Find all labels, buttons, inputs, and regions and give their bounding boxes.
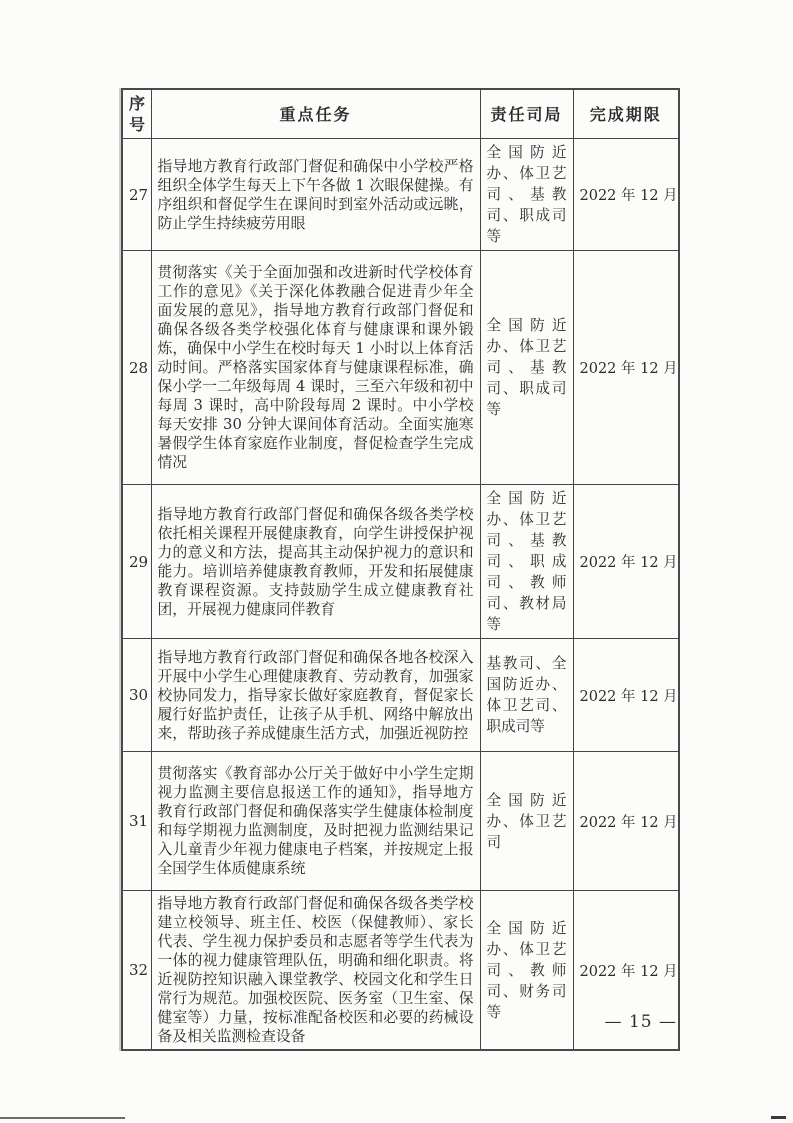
task-table (121, 88, 680, 1051)
row-index-cell: 31 (122, 752, 151, 891)
row-index-cell: 28 (122, 251, 151, 485)
row-index-cell: 30 (122, 639, 151, 752)
department-cell: 全国防近办、体卫艺司、基教司、职成司、教师司、教材局等 (480, 485, 573, 639)
table-row (122, 752, 679, 891)
deadline-cell: 2022 年 12 月 (573, 485, 679, 639)
table-row (122, 639, 679, 752)
deadline-cell: 2022 年 12 月 (573, 251, 679, 485)
header-col-deadline: 完成期限 (573, 89, 679, 139)
header-col-index: 序号 (122, 89, 151, 139)
table-row (122, 251, 679, 485)
task-cell: 指导地方教育行政部门督促和确保各级各类学校依托相关课程开展健康教育，向学生讲授保护视力的意义和方法，提高其主动保护视力的意识和能力。培训培养健康教育教师，开发和拓展健康教育课程资源。支持鼓励学生成立健康教育社团，开展视力健康同伴教育 (151, 485, 480, 639)
department-cell: 全国防近办、体卫艺司、基教司、职成司等 (480, 139, 573, 251)
header-col-department: 责任司局 (480, 89, 573, 139)
department-cell: 全国防近办、体卫艺司、教师司、财务司等 (480, 891, 573, 1051)
department-cell: 全国防近办、体卫艺司 (480, 752, 573, 891)
deadline-cell: 2022 年 12 月 (573, 752, 679, 891)
scan-artifact-line (0, 1117, 125, 1119)
task-cell: 贯彻落实《关于全面加强和改进新时代学校体育工作的意见》《关于深化体教融合促进青少年全面发展的意见》，指导地方教育行政部门督促和确保各级各类学校强化体育与健康课和课外锻炼，确保中小学生在校时每天 1 小时以上体育活动时间。严格落实国家体育与健康课程标准，确保小学一二年级每周 4 课时，三至六年级和初中每周 3 课时，高中阶段每周 2 课时。中小学校每天安排 30 分钟大课间体育活动。全面实施寒暑假学生体育家庭作业制度，督促检查学生完成情况 (151, 251, 480, 485)
header-col-task: 重点任务 (151, 89, 480, 139)
table-row (122, 139, 679, 251)
task-cell: 贯彻落实《教育部办公厅关于做好中小学生定期视力监测主要信息报送工作的通知》，指导地方教育行政部门督促和确保落实学生健康体检制度和每学期视力监测制度，及时把视力监测结果记入儿童青少年视力健康电子档案，并按规定上报全国学生体质健康系统 (151, 752, 480, 891)
row-index-cell: 27 (122, 139, 151, 251)
row-index-cell: 29 (122, 485, 151, 639)
department-cell: 基教司、全国防近办、体卫艺司、职成司等 (480, 639, 573, 752)
table-row (122, 485, 679, 639)
row-index-cell: 32 (122, 891, 151, 1051)
task-cell: 指导地方教育行政部门督促和确保各地各校深入开展中小学生心理健康教育、劳动教育，加强家校协同发力，指导家长做好家庭教育，督促家长履行好监护责任，让孩子从手机、网络中解放出来，帮助孩子养成健康生活方式，加强近视防控 (151, 639, 480, 752)
scan-artifact-mark (771, 1116, 786, 1119)
deadline-cell: 2022 年 12 月 (573, 891, 679, 1051)
deadline-cell: 2022 年 12 月 (573, 139, 679, 251)
table-header-row (122, 89, 679, 139)
page-number: — 15 — (604, 1012, 677, 1032)
table-row (122, 891, 679, 1051)
task-cell: 指导地方教育行政部门督促和确保中小学校严格组织全体学生每天上下午各做 1 次眼保健操。有序组织和督促学生在课间时到室外活动或远眺，防止学生持续疲劳用眼 (151, 139, 480, 251)
department-cell: 全国防近办、体卫艺司、基教司、职成司等 (480, 251, 573, 485)
task-cell: 指导地方教育行政部门督促和确保各级各类学校建立校领导、班主任、校医（保健教师）、家长代表、学生视力保护委员和志愿者等学生代表为一体的视力健康管理队伍，明确和细化职责。将近视防控知识融入课堂教学、校园文化和学生日常行为规范。加强校医院、医务室（卫生室、保健室等）力量，按标准配备校医和必要的药械设备及相关监测检查设备 (151, 891, 480, 1051)
deadline-cell: 2022 年 12 月 (573, 639, 679, 752)
